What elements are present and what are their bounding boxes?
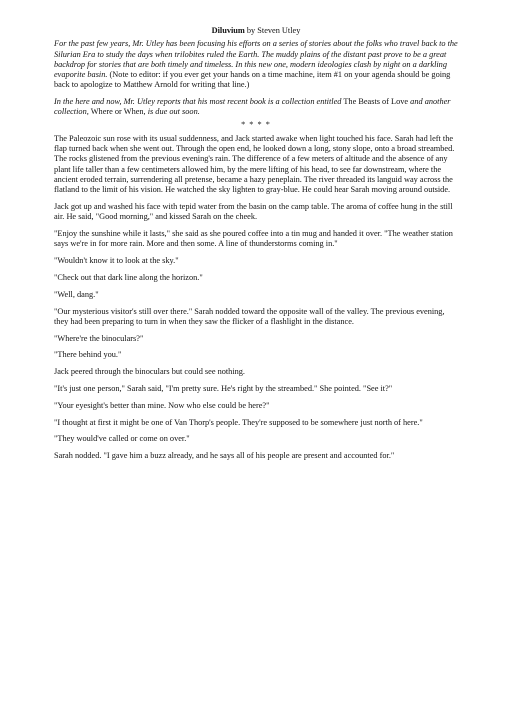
intro-paragraph-2 <box>54 97 458 118</box>
story-paragraph: Sarah nodded. "I gave him a buzz already, and he says all of his people are present and accounted for." <box>54 451 395 461</box>
story-paragraph: "They would've called or come on over." <box>54 434 190 444</box>
intro-editor-note: (Note to editor: if you ever get your hands on a time machine, item #1 on your agenda should be going back to apologize to Matthew Arnold for writing that line.) <box>54 70 451 90</box>
intro-italic-4: is due out soon. <box>145 107 200 117</box>
story-paragraph: "Check out that dark line along the horizon." <box>54 272 203 282</box>
book-title-1: The Beasts of Love <box>341 96 409 106</box>
intro-italic-2: In the here and now, Mr. Utley reports that his most recent book is a collection entitled <box>54 96 342 106</box>
intro-italic-3: and another collection, <box>54 96 451 117</box>
story-title-name: Diluvium <box>211 26 245 35</box>
story-paragraph: "Your eyesight's better than mine. Now who else could be here?" <box>54 400 270 410</box>
story-paragraph: "Where're the binoculars?" <box>54 333 144 343</box>
story-paragraph: "It's just one person," Sarah said, "I'm pretty sure. He's right by the streambed." She pointed. "See it?" <box>54 384 393 394</box>
book-title-2: Where or When, <box>88 107 146 117</box>
intro-italic-1: For the past few years, Mr. Utley has been focusing his efforts on a series of stories about the folks who travel back to the Silurian Era to study the days when trilobites ruled the Earth. The muddy plains of the distant past prove to be a great backdrop for stories that are both timely and timeless. In this new one, modern ideologies clash by night on a darkling evaporite basin. <box>54 39 458 80</box>
story-title <box>54 26 458 36</box>
intro-paragraph-1 <box>54 39 458 90</box>
story-byline: by Steven Utley <box>244 26 301 35</box>
story-paragraph: "Our mysterious visitor's still over there." Sarah nodded toward the opposite wall of the valley. The previous evening, they had been preparing to turn in when they saw the flicker of a flashlight in the distance. <box>54 306 445 326</box>
story-paragraph: "I thought at first it might be one of Van Thorp's people. They're supposed to be somewhere just north of here." <box>54 417 423 427</box>
story-paragraph: "There behind you." <box>54 350 122 360</box>
story-paragraph: "Well, dang." <box>54 289 99 299</box>
story-paragraph: Jack got up and washed his face with tepid water from the basin on the camp table. The aroma of coffee hung in the still air. He said, "Good morning," and kissed Sarah on the cheek. <box>54 201 453 222</box>
story-paragraph: The Paleozoic sun rose with its usual suddenness, and Jack started awake when light touched his face. Sarah had left the flap turned back when she went out. Through the open end, he looked down a long, stony slope, onto a broad streambed. The rocks glistened from the previous evening's rain. The difference of a few meters of altitude and the absence of any plant life taller than a few centimeters allowed him, by the mere lifting of his head, to see far downstream, where the ancient eroded terrain, surrendering all pretense, became a hazy peneplain. The river threaded its languid way across the flatland to the limit of his vision. He watched the sky lighten to gray-blue. He could hear Sarah moving around outside. <box>54 133 455 195</box>
section-separator: * * * * <box>241 120 271 130</box>
story-paragraph: "Enjoy the sunshine while it lasts," she said as she poured coffee into a tin mug and handed it over. "The weather station says we're in for more rain. More and then some. A line of thunderstorms coming in." <box>54 229 453 249</box>
story-paragraph: "Wouldn't know it to look at the sky." <box>54 256 179 266</box>
story-paragraph: Jack peered through the binoculars but could see nothing. <box>54 367 246 377</box>
